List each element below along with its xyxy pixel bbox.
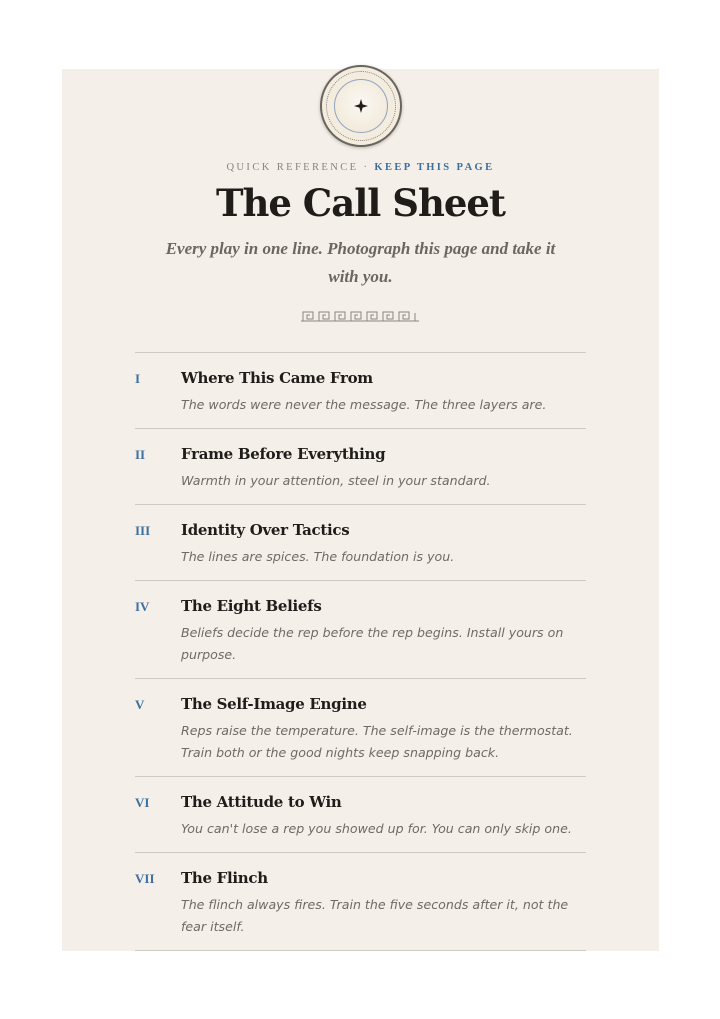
list-item	[135, 678, 586, 776]
item-title: Identity Over Tactics	[181, 521, 350, 539]
list-item	[135, 580, 586, 678]
kicker-separator: ·	[358, 162, 375, 173]
four-point-star-icon	[322, 67, 400, 145]
page-subtitle: Every play in one line. Photograph this page and take it with you.	[165, 239, 556, 286]
list-item	[135, 352, 586, 428]
item-title: Frame Before Everything	[181, 445, 386, 463]
item-numeral: III	[135, 523, 151, 538]
call-sheet-page	[62, 69, 659, 951]
item-description: Warmth in your attention, steel in your standard.	[181, 473, 491, 488]
item-title: Where This Came From	[181, 369, 373, 387]
item-description: You can't lose a rep you showed up for. You can only skip one.	[181, 821, 572, 836]
kicker-prefix: QUICK REFERENCE	[226, 162, 359, 173]
item-description: Reps raise the temperature. The self-image is the thermostat. Train both or the good nights keep snapping back.	[181, 723, 573, 760]
greek-key-ornament-icon	[301, 309, 419, 327]
page-title: The Call Sheet	[215, 181, 506, 225]
list-item	[135, 428, 586, 504]
item-description: The lines are spices. The foundation is you.	[181, 549, 455, 564]
item-numeral: VII	[135, 871, 155, 886]
plays-list	[135, 352, 586, 951]
item-description: The words were never the message. The three layers are.	[181, 397, 547, 412]
item-title: The Flinch	[181, 869, 268, 887]
item-numeral: VI	[135, 795, 150, 810]
list-item	[135, 852, 586, 951]
item-numeral: II	[135, 447, 146, 462]
item-numeral: IV	[135, 599, 150, 614]
list-item	[135, 776, 586, 852]
item-title: The Eight Beliefs	[181, 597, 322, 615]
item-description: Beliefs decide the rep before the rep begins. Install yours on purpose.	[181, 625, 564, 662]
list-item	[135, 504, 586, 580]
kicker-accent: KEEP THIS PAGE	[374, 162, 495, 173]
item-title: The Attitude to Win	[181, 793, 342, 811]
item-title: The Self-Image Engine	[181, 695, 367, 713]
item-numeral: I	[135, 371, 141, 386]
medallion-emblem	[320, 65, 402, 147]
item-numeral: V	[135, 697, 145, 712]
kicker-line	[62, 162, 659, 173]
item-description: The flinch always fires. Train the five seconds after it, not the fear itself.	[181, 897, 569, 934]
